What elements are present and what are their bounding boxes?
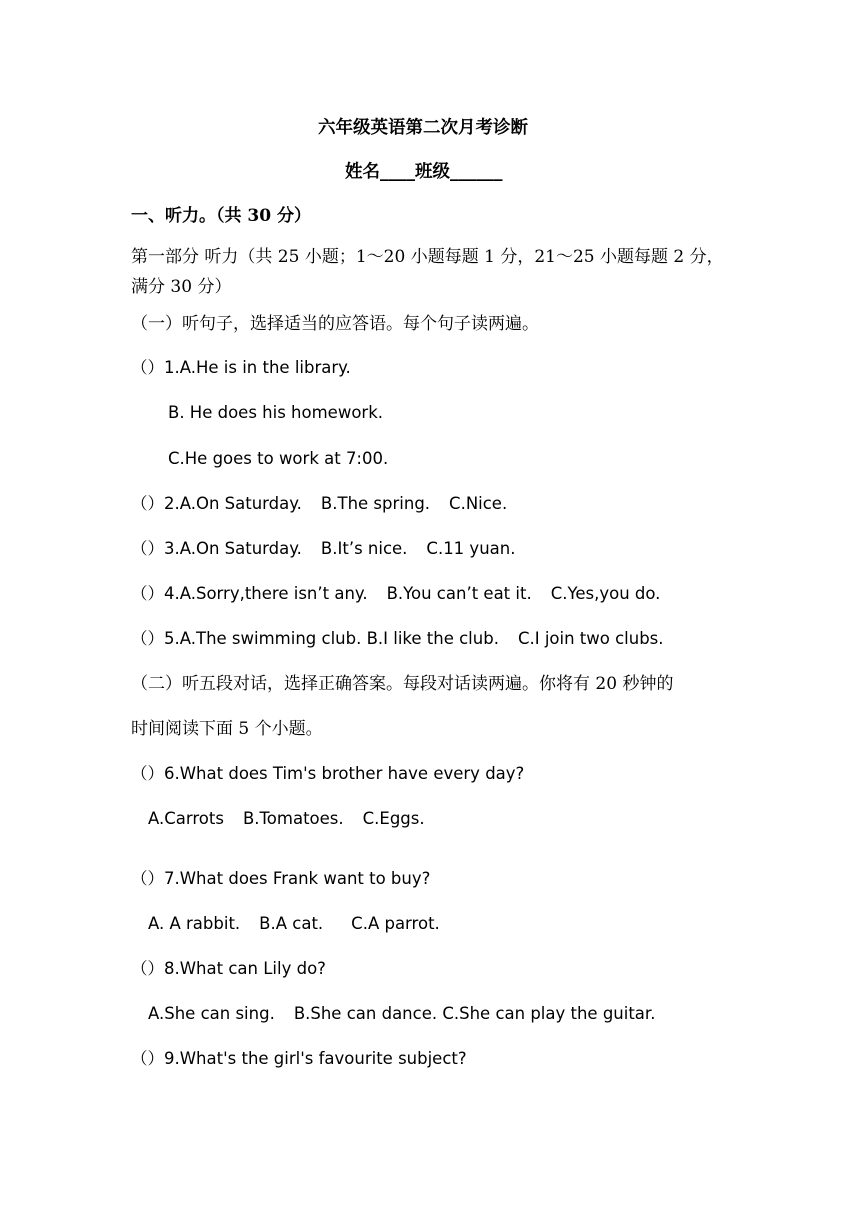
q4-option-c: C.Yes,you do. bbox=[550, 584, 661, 603]
q8-option-a: A.She can sing. bbox=[148, 1004, 275, 1023]
q2-option-b: B.The spring. bbox=[320, 494, 431, 513]
q7-options bbox=[148, 913, 440, 935]
q6-option-c: C.Eggs. bbox=[362, 809, 425, 828]
sub1-instruction: （一）听句子，选择适当的应答语。每个句子读两遍。 bbox=[131, 314, 539, 334]
q5-row bbox=[131, 628, 664, 650]
section2-instruction-line2: 时间阅读下面 5 个小题。 bbox=[131, 719, 323, 739]
section1-heading-end: 分） bbox=[277, 206, 312, 226]
q2-option-c: C.Nice. bbox=[449, 494, 508, 513]
q3-option-a: （）3.A.On Saturday. bbox=[131, 539, 302, 558]
q1-option-c: C.He goes to work at 7:00. bbox=[168, 449, 389, 468]
section1-heading bbox=[131, 205, 311, 227]
q6-option-b: B.Tomatoes. bbox=[242, 809, 344, 828]
page-title: 六年级英语第二次月考诊断 bbox=[318, 118, 528, 138]
q3-option-b: B.It’s nice. bbox=[320, 539, 408, 558]
q8-option-bc: B.She can dance. C.She can play the guitar. bbox=[293, 1004, 656, 1023]
section1-heading-text: 一、听力。（共 bbox=[131, 206, 242, 226]
q3-row bbox=[131, 538, 515, 560]
q7-option-a: A. A rabbit. bbox=[148, 914, 241, 933]
q4-option-a: （）4.A.Sorry,there isn’t any. bbox=[131, 584, 368, 603]
q1-option-b: B. He does his homework. bbox=[168, 403, 384, 422]
section2-instruction-line1: （二）听五段对话，选择正确答案。每段对话读两遍。你将有 20 秒钟的 bbox=[131, 674, 674, 694]
q3-option-c: C.11 yuan. bbox=[426, 539, 516, 558]
part1-intro-line2: 满分 30 分） bbox=[131, 277, 232, 297]
q4-row bbox=[131, 583, 660, 605]
q4-option-b: B.You can’t eat it. bbox=[386, 584, 532, 603]
q8-options bbox=[148, 1003, 655, 1025]
section1-heading-points: 30 bbox=[247, 206, 272, 226]
q2-row bbox=[131, 493, 507, 515]
q9-stem: （）9.What's the girl's favourite subject? bbox=[131, 1049, 467, 1068]
q6-stem: （）6.What does Tim's brother have every day? bbox=[131, 764, 525, 783]
q5-option-c: C.I join two clubs. bbox=[517, 629, 664, 648]
q8-stem: （）8.What can Lily do? bbox=[131, 959, 326, 978]
q6-options bbox=[148, 808, 425, 830]
q6-option-a: A.Carrots bbox=[148, 809, 224, 828]
q7-option-b: B.A cat. bbox=[259, 914, 324, 933]
q7-option-c: C.A parrot. bbox=[351, 914, 440, 933]
name-class-line: 姓名____班级______ bbox=[345, 162, 503, 182]
q5-option-ab: （）5.A.The swimming club. B.I like the club. bbox=[131, 629, 499, 648]
q1-stem: （）1.A.He is in the library. bbox=[131, 358, 351, 377]
q7-stem: （）7.What does Frank want to buy? bbox=[131, 869, 431, 888]
part1-intro-line1: 第一部分 听力（共 25 小题；1～20 小题每题 1 分，21～25 小题每题 2 分， bbox=[131, 247, 724, 267]
q2-option-a: （）2.A.On Saturday. bbox=[131, 494, 302, 513]
